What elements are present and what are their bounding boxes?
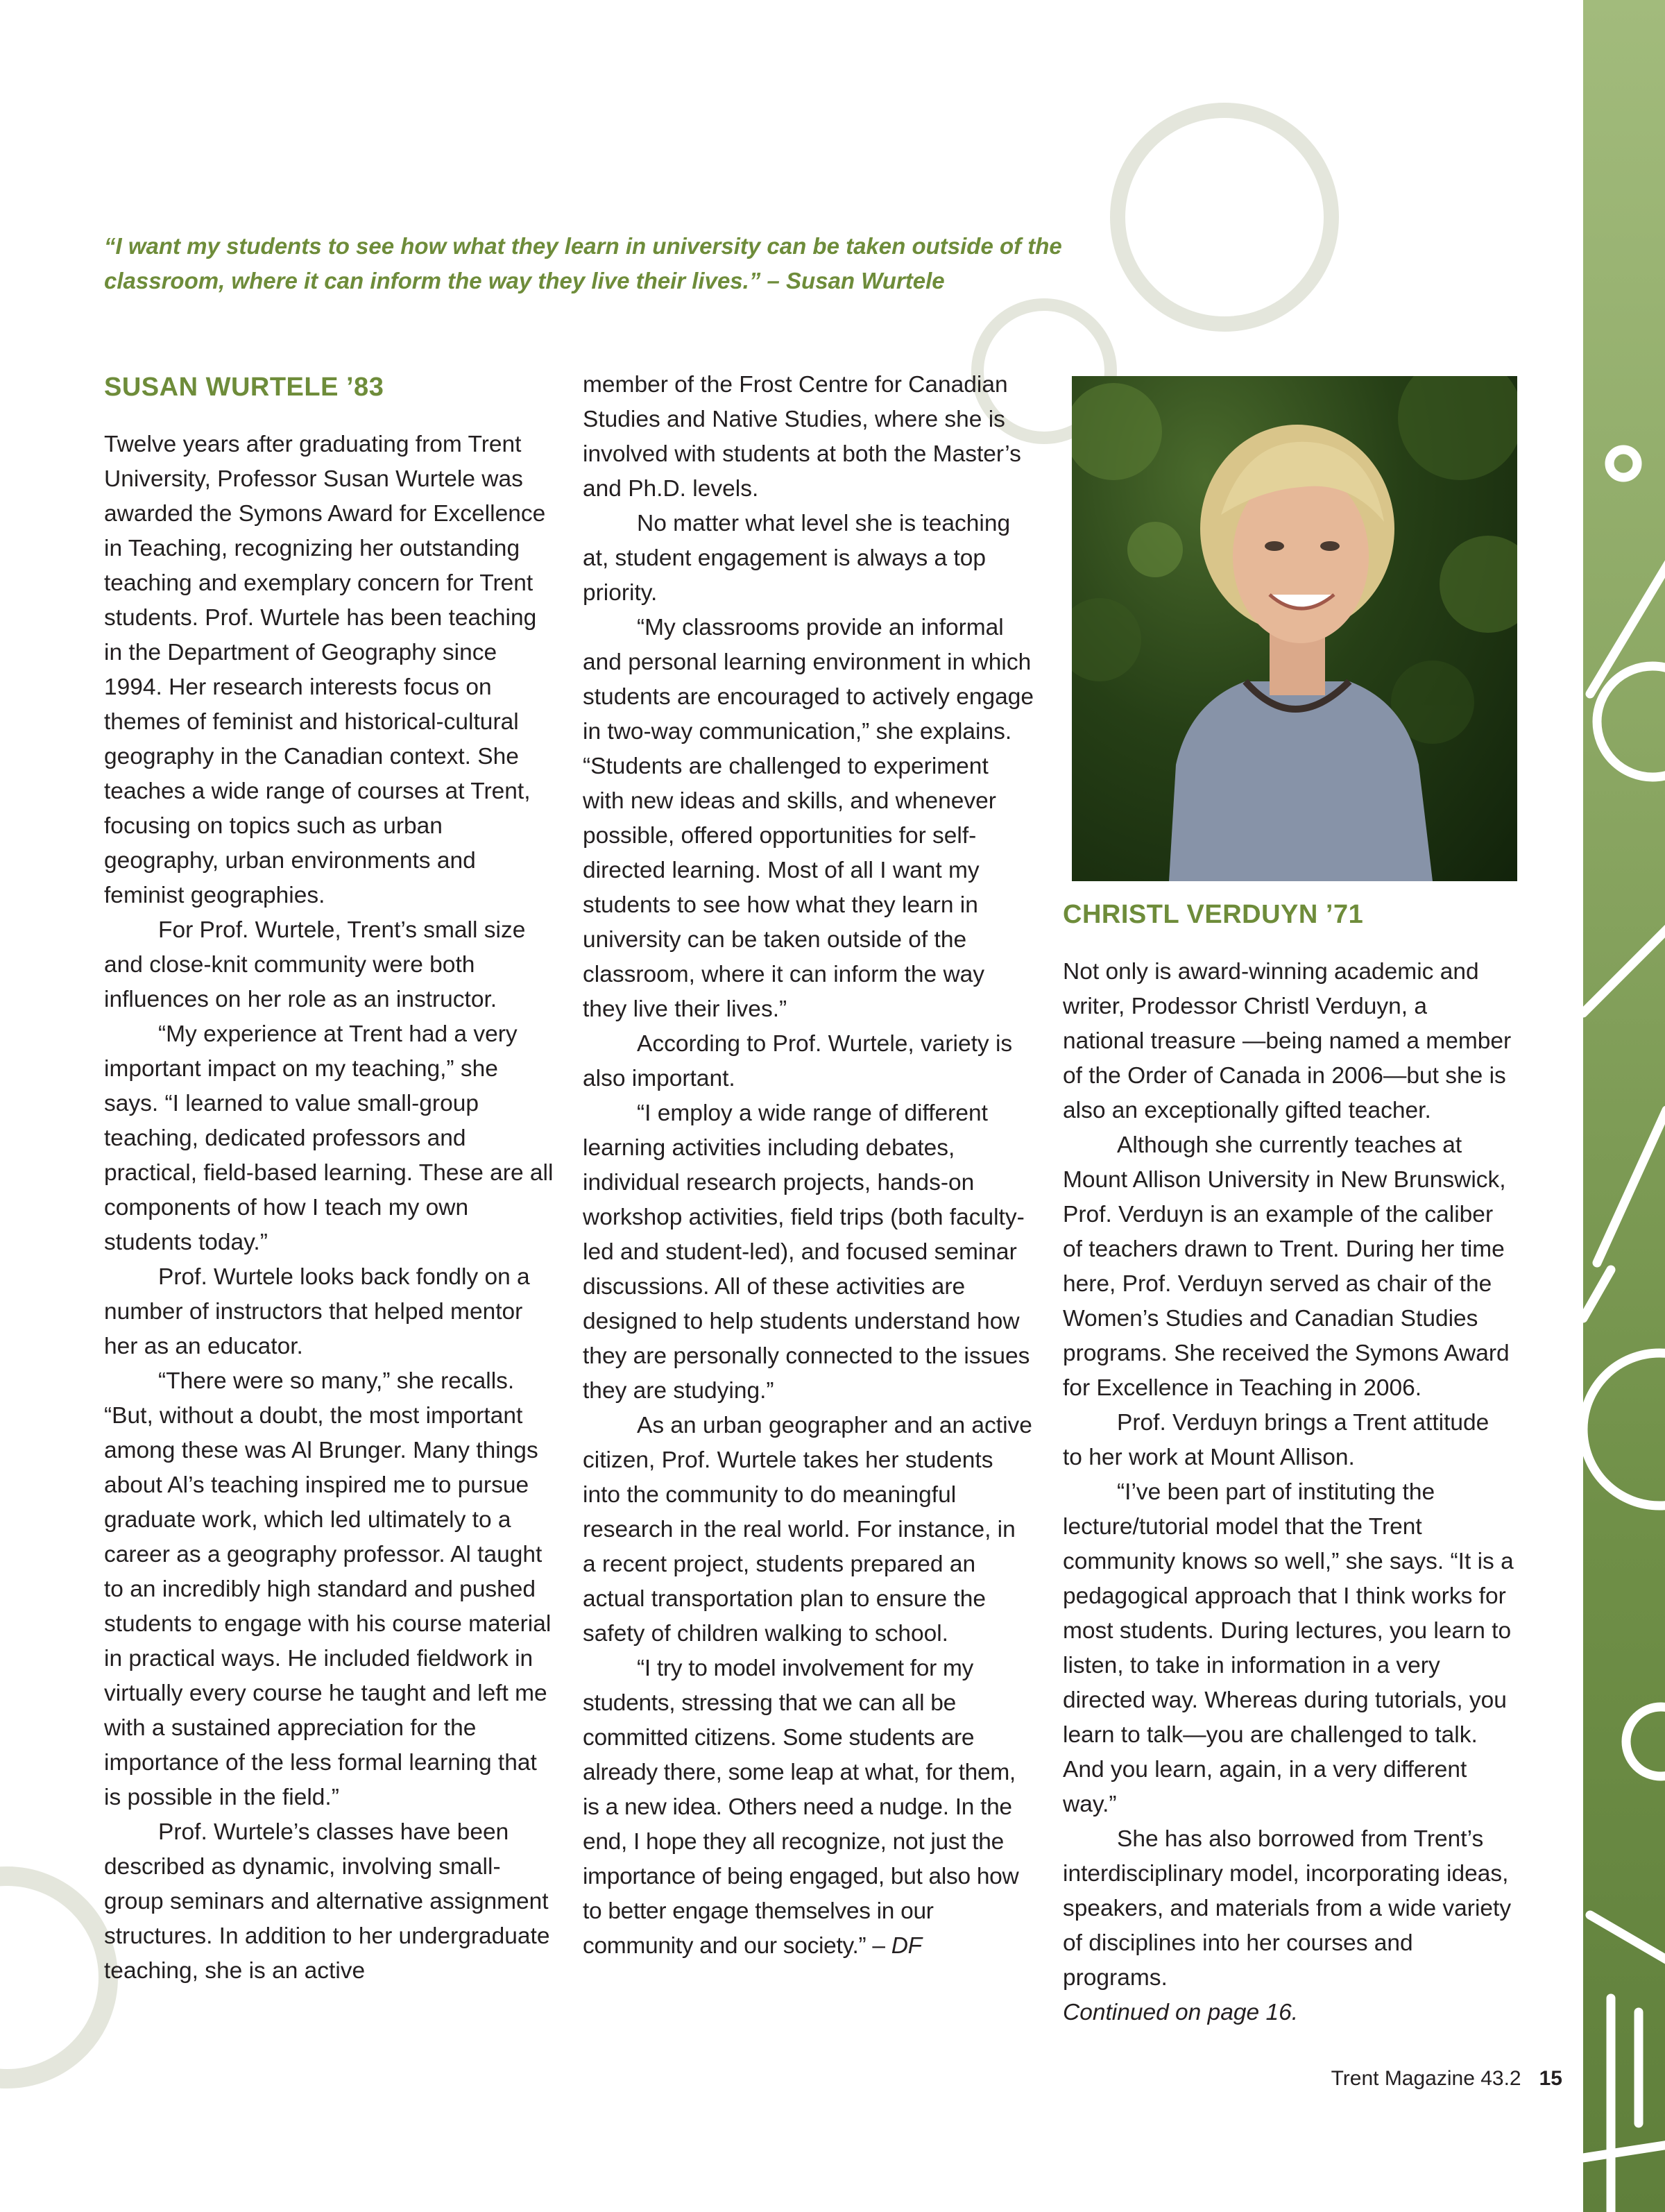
section-heading-christl-verduyn: CHRISTL VERDUYN ’71	[1063, 900, 1364, 929]
author-initials: DF	[891, 1933, 922, 1959]
body-paragraph: Not only is award-winning academic and writer, Prodessor Christl Verduyn, a national treasure —being named a member of the Order of Canada in 2006—but she is also an exceptionally gifted teacher.	[1063, 959, 1512, 1123]
body-paragraph: “My experience at Trent had a very important impact on my teaching,” she says. “I learned to value small-group teaching, dedicated professors and practical, field-based learning. These are all components of how I teach my own students today.”	[104, 1021, 554, 1255]
section-heading-susan-wurtele: SUSAN WURTELE ’83	[104, 373, 384, 402]
signoff-dash: –	[866, 1933, 891, 1959]
body-paragraph: Twelve years after graduating from Trent University, Professor Susan Wurtele was awarded the Symons Award for Excellence in Teaching, recognizing her outstanding teaching and exemplary concern for Trent students. Prof. Wurtele has been teaching in the Department of Geography since 1994. Her research interests focus on themes of feminist and historical-cultural geography in the Canadian context. She teaches a wide range of courses at Trent, focusing on topics such as urban geography, urban environments and feminist geographies.	[104, 432, 546, 908]
body-paragraph-final	[583, 1651, 1034, 1964]
pull-quote: “I want my students to see how what they learn in university can be taken outside of the classroom, where it can inform the way they live their lives.” – Susan Wurtele	[104, 233, 1062, 293]
decorative-circle-left	[0, 1866, 118, 2088]
decorative-circle-large	[1110, 103, 1339, 332]
magazine-issue: Trent Magazine 43.2	[1331, 2067, 1521, 2090]
body-paragraph: “My classrooms provide an informal and personal learning environment in which students are encouraged to actively engage in two-way communication,” she explains. “Students are challenged to experiment with new ideas and skills, and whenever possible, offered opportunities for self-directed learning. Most of all I want my students to see how what they learn in university can be taken outside of the classroom, where it can inform the way they live their lives.”	[583, 615, 1034, 1022]
body-paragraph: For Prof. Wurtele, Trent’s small size and close-knit community were both influences on her role as an instructor.	[104, 917, 526, 1012]
circuit-pattern-graphic	[1583, 0, 1665, 2212]
page-number: 15	[1539, 2067, 1562, 2090]
final-paragraph-text: “I try to model involvement for my students, stressing that we can all be committed citizens. Some students are already there, some leap at what, for them, is a new idea. Others need a nudge. In the end, I hope they all recognize, not just the importance of being engaged, but also how to better engage themselves in our community and our society.”	[583, 1656, 1019, 1959]
body-paragraph: She has also borrowed from Trent’s interdisciplinary model, incorporating ideas, speakers, and materials from a wide variety of disciplines into her courses and programs.	[1063, 1826, 1512, 1991]
body-paragraph: “I employ a wide range of different learning activities including debates, individual research projects, hands-on workshop activities, field trips (both faculty-led and student-led), and focused seminar discussions. All of these activities are designed to help students understand how they are personally connected to the issues they are studying.”	[583, 1100, 1030, 1404]
decorative-side-strip	[1583, 0, 1665, 2212]
portrait-illustration	[1072, 376, 1517, 881]
body-paragraph: Although she currently teaches at Mount Allison University in New Brunswick, Prof. Verduyn is an example of the caliber of teachers drawn to Trent. During her time here, Prof. Verduyn served as chair of the Women’s Studies and Canadian Studies programs. She received the Symons Award for Excellence in Teaching in 2006.	[1063, 1132, 1510, 1401]
body-paragraph: Prof. Verduyn brings a Trent attitude to her work at Mount Allison.	[1063, 1410, 1489, 1470]
body-paragraph: Prof. Wurtele looks back fondly on a number of instructors that helped mentor her as an educator.	[104, 1264, 530, 1359]
body-paragraph: Prof. Wurtele’s classes have been described as dynamic, involving small-group seminars and alternative assignment structures. In addition to her undergraduate teaching, she is an active	[104, 1819, 550, 1984]
body-paragraph: No matter what level she is teaching at, student engagement is always a top priority.	[583, 511, 1011, 606]
article-column-1	[104, 368, 555, 1989]
article-column-3	[1063, 895, 1514, 2030]
page-footer	[1179, 2065, 1562, 2093]
continued-note	[1063, 1996, 1514, 2030]
body-paragraph: As an urban geographer and an active citizen, Prof. Wurtele takes her students into the community to do meaningful research in the real world. For instance, in a recent project, students prepared an actual transportation plan to ensure the safety of children walking to school.	[583, 1413, 1032, 1647]
continued-text: Continued on page 16.	[1063, 2000, 1299, 2025]
body-paragraph: member of the Frost Centre for Canadian Studies and Native Studies, where she is involved with students at both the Master’s and Ph.D. levels.	[583, 372, 1021, 502]
body-paragraph: “There were so many,” she recalls. “But, without a doubt, the most important among these was Al Brunger. Many things about Al’s teaching inspired me to pursue graduate work, which led ultimately to a career as a geography professor. Al taught to an incredibly high standard and pushed students to engage with his course material in practical ways. He included fieldwork in virtually every course he taught and left me with a sustained appreciation for the importance of the less formal learning that is possible in the field.”	[104, 1368, 552, 1810]
body-paragraph: “I’ve been part of instituting the lecture/tutorial model that the Trent community knows so well,” she says. “It is a pedagogical approach that I think works for most students. During lectures, you learn to listen, to take in information in a very directed way. Whereas during tutorials, you learn to talk—you are challenged to talk. And you learn, again, in a very different way.”	[1063, 1479, 1514, 1817]
body-paragraph: According to Prof. Wurtele, variety is also important.	[583, 1031, 1013, 1091]
portrait-photo	[1072, 376, 1517, 881]
article-column-2	[583, 368, 1034, 1964]
